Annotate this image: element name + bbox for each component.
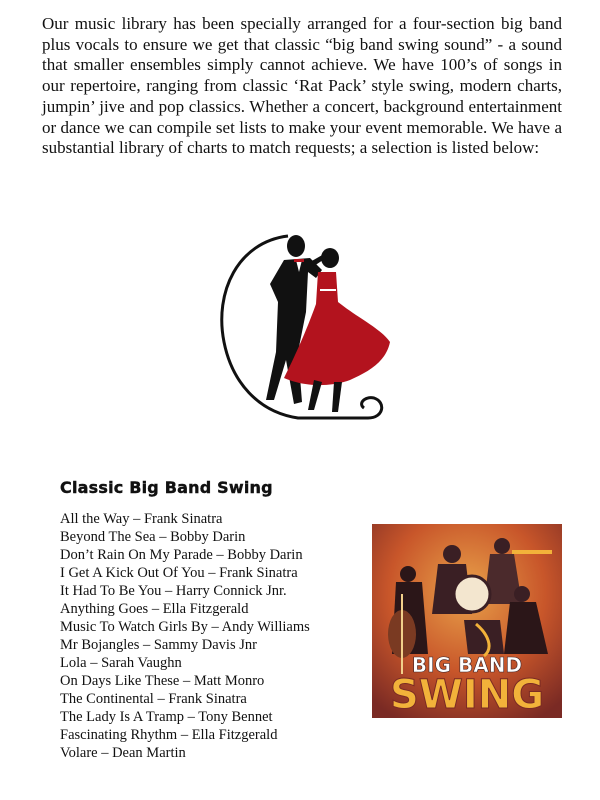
song-item: Mr Bojangles – Sammy Davis Jnr bbox=[60, 637, 257, 653]
song-item: Volare – Dean Martin bbox=[60, 745, 186, 761]
song-item: Don’t Rain On My Parade – Bobby Darin bbox=[60, 547, 303, 563]
song-item: I Get A Kick Out Of You – Frank Sinatra bbox=[60, 565, 298, 581]
big-band-swing-album-cover bbox=[372, 524, 562, 718]
intro-paragraph: Our music library has been specially arranged for a four-section big band plus vocals to ensure we get that classic “big band swing sound” - a sound that smaller ensembles simply cannot achieve. We have 100’s of songs in our repertoire, ranging from classic ‘Rat Pack’ style swing, modern charts, jumpin’ jive and pop classics. Whether a concert, background entertainment or dance we can compile set lists to make your event memorable. We have a substantial library of charts to match requests; a selection is listed below: bbox=[42, 14, 562, 158]
song-item: On Days Like These – Matt Monro bbox=[60, 673, 265, 689]
song-item: The Continental – Frank Sinatra bbox=[60, 691, 247, 707]
song-item: It Had To Be You – Harry Connick Jnr. bbox=[60, 583, 287, 599]
song-item: The Lady Is A Tramp – Tony Bennet bbox=[60, 709, 273, 725]
song-list bbox=[60, 510, 310, 762]
cover-title-line1: BIG BAND bbox=[411, 653, 523, 677]
section-title: Classic Big Band Swing bbox=[60, 478, 273, 497]
song-item: Beyond The Sea – Bobby Darin bbox=[60, 529, 246, 545]
cover-title-line2: SWING bbox=[389, 672, 545, 718]
song-item: Fascinating Rhythm – Ella Fitzgerald bbox=[60, 727, 278, 743]
song-item: All the Way – Frank Sinatra bbox=[60, 511, 223, 527]
dancing-couple-illustration bbox=[218, 232, 398, 428]
song-item: Anything Goes – Ella Fitzgerald bbox=[60, 601, 249, 617]
song-item: Lola – Sarah Vaughn bbox=[60, 655, 182, 671]
song-item: Music To Watch Girls By – Andy Williams bbox=[60, 619, 310, 635]
